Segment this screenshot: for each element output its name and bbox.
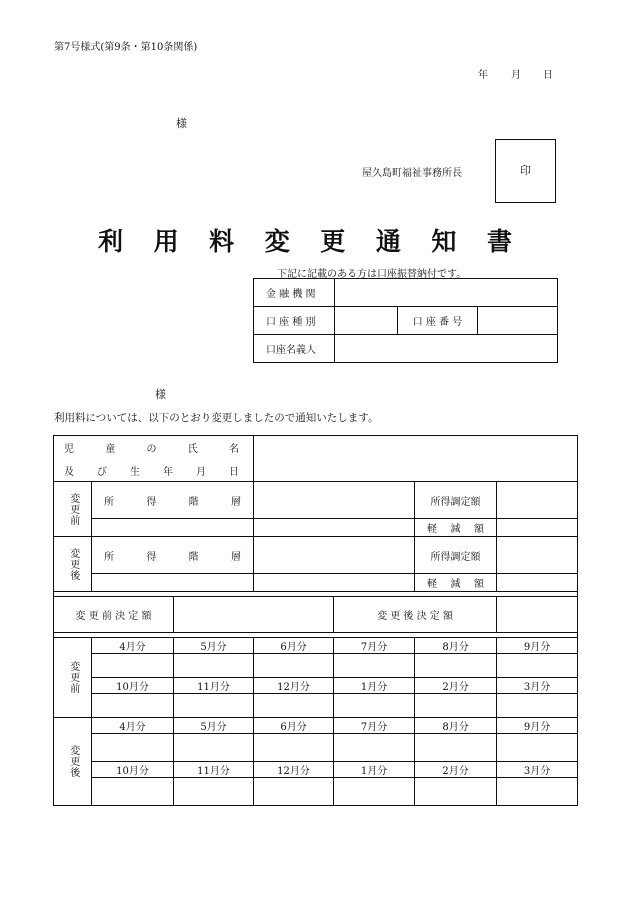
label-char: 軽: [427, 579, 438, 590]
label-char: 階: [188, 496, 199, 508]
month-label: 10月分: [92, 762, 174, 778]
month-amount-field[interactable]: [497, 734, 578, 762]
month-label: 12月分: [254, 678, 334, 694]
month-label: 6月分: [254, 718, 334, 734]
title-char: 利: [98, 227, 124, 256]
reduction-label: [415, 574, 497, 592]
month-amount-field[interactable]: [92, 694, 174, 718]
label-char: 得: [146, 551, 157, 563]
label-char: び: [97, 466, 107, 478]
label-char: 及: [64, 466, 74, 478]
monthly-after-label: [54, 718, 92, 806]
month-amount-field[interactable]: [92, 734, 174, 762]
seal-label: 印: [520, 164, 531, 177]
income-bracket-extra-field[interactable]: [254, 574, 415, 592]
bank-table: [253, 278, 558, 363]
month-amount-field[interactable]: [92, 778, 174, 806]
date-month-label: 月: [511, 70, 521, 81]
month-label: 4月分: [92, 718, 174, 734]
date-day-label: 日: [543, 70, 553, 81]
income-bracket-field-2[interactable]: [92, 519, 254, 537]
income-bracket-field[interactable]: [254, 537, 415, 574]
month-label: 6月分: [254, 638, 334, 654]
document-title: [98, 222, 512, 262]
institution-field[interactable]: [335, 279, 558, 307]
income-bracket-field-2[interactable]: [92, 574, 254, 592]
month-label: 9月分: [497, 638, 578, 654]
child-name-label: [54, 436, 254, 482]
account-number-field[interactable]: [478, 307, 558, 335]
account-type-label: 口 座 種 別: [254, 307, 335, 335]
label-char: 層: [230, 551, 241, 563]
label-char: 減: [450, 524, 461, 535]
account-number-label: 口 座 番 号: [398, 307, 478, 335]
monthly-before-label: [54, 638, 92, 718]
change-table: [53, 435, 578, 806]
reduction-label: [415, 519, 497, 537]
account-holder-label: 口座名義人: [254, 335, 335, 363]
determined-amount-field[interactable]: [497, 537, 578, 574]
month-label: 10月分: [92, 678, 174, 694]
month-label: 7月分: [334, 718, 415, 734]
bank-transfer-note: 下記に記載のある方は口座振替納付です。: [277, 269, 467, 280]
month-label: 1月分: [334, 678, 415, 694]
month-label: 2月分: [415, 678, 497, 694]
month-label: 12月分: [254, 762, 334, 778]
month-amount-field[interactable]: [334, 654, 415, 678]
month-label: 2月分: [415, 762, 497, 778]
account-type-field[interactable]: [335, 307, 398, 335]
month-amount-field[interactable]: [174, 694, 254, 718]
label-char: 層: [230, 496, 241, 508]
month-label: 1月分: [334, 762, 415, 778]
month-amount-field[interactable]: [334, 778, 415, 806]
vertical-label: 変更前: [67, 492, 79, 526]
month-amount-field[interactable]: [254, 694, 334, 718]
recipient-honorific: 様: [176, 117, 187, 130]
title-char: 料: [209, 227, 235, 256]
month-amount-field[interactable]: [254, 778, 334, 806]
label-char: 年: [163, 466, 173, 478]
vertical-label: 変更後: [67, 547, 79, 581]
title-char: 書: [486, 227, 512, 256]
month-amount-field[interactable]: [254, 734, 334, 762]
label-char: 名: [229, 443, 239, 455]
month-label: 11月分: [174, 678, 254, 694]
month-amount-field[interactable]: [415, 778, 497, 806]
label-char: 減: [450, 579, 461, 590]
vertical-label: 変更前: [67, 661, 79, 694]
month-label: 5月分: [174, 718, 254, 734]
month-label: 8月分: [415, 638, 497, 654]
title-char: 知: [431, 227, 457, 256]
month-label: 5月分: [174, 638, 254, 654]
income-bracket-field[interactable]: [254, 482, 415, 519]
month-amount-field[interactable]: [334, 694, 415, 718]
label-char: の: [146, 443, 157, 455]
label-char: 得: [146, 496, 157, 508]
label-char: 日: [229, 466, 239, 478]
month-label: 3月分: [497, 678, 578, 694]
label-char: 階: [188, 551, 199, 563]
title-char: 更: [320, 227, 346, 256]
institution-label: 金 融 機 関: [254, 279, 335, 307]
month-amount-field[interactable]: [497, 778, 578, 806]
month-amount-field[interactable]: [415, 734, 497, 762]
month-label: 4月分: [92, 638, 174, 654]
determined-amount-label: 所得調定額: [415, 537, 497, 574]
decision-after-field[interactable]: [497, 597, 578, 633]
month-amount-field[interactable]: [254, 654, 334, 678]
month-label: 9月分: [497, 718, 578, 734]
decision-before-label: 変 更 前 決 定 額: [54, 597, 174, 633]
income-bracket-label: [92, 537, 254, 574]
month-label: 3月分: [497, 762, 578, 778]
notice-honorific: 様: [155, 388, 166, 401]
income-bracket-extra-field[interactable]: [254, 519, 415, 537]
income-before-label: [54, 482, 92, 537]
label-char: 児: [64, 443, 74, 455]
notice-intro: 利用料については、以下のとおり変更しましたので通知いたします。: [54, 412, 379, 424]
month-amount-field[interactable]: [415, 654, 497, 678]
decision-before-field[interactable]: [174, 597, 334, 633]
label-char: 童: [105, 443, 116, 455]
date-year-label: 年: [478, 70, 488, 81]
month-amount-field[interactable]: [415, 694, 497, 718]
income-bracket-label: [92, 482, 254, 519]
reduction-field[interactable]: [497, 519, 578, 537]
month-amount-field[interactable]: [174, 654, 254, 678]
label-char: 生: [130, 466, 140, 478]
label-char: 額: [474, 579, 485, 590]
label-char: 月: [196, 466, 206, 478]
title-char: 用: [153, 227, 179, 256]
month-amount-field[interactable]: [174, 734, 254, 762]
income-after-label: [54, 537, 92, 592]
month-label: 7月分: [334, 638, 415, 654]
label-char: 氏: [187, 443, 198, 455]
label-char: 所: [104, 496, 114, 508]
determined-amount-label: 所得調定額: [415, 482, 497, 519]
month-amount-field[interactable]: [174, 778, 254, 806]
determined-amount-field[interactable]: [497, 482, 578, 519]
title-char: 変: [264, 227, 290, 256]
decision-after-label: 変 更 後 決 定 額: [334, 597, 497, 633]
account-holder-field[interactable]: [335, 335, 558, 363]
month-amount-field[interactable]: [497, 654, 578, 678]
month-label: 11月分: [174, 762, 254, 778]
label-char: 所: [104, 551, 114, 563]
seal-box: [495, 139, 556, 203]
child-name-field[interactable]: [254, 436, 578, 482]
month-label: 8月分: [415, 718, 497, 734]
month-amount-field[interactable]: [497, 694, 578, 718]
vertical-label: 変更後: [67, 745, 79, 778]
month-amount-field[interactable]: [92, 654, 174, 678]
title-char: 通: [375, 227, 401, 256]
month-amount-field[interactable]: [334, 734, 415, 762]
label-char: 軽: [427, 524, 438, 535]
form-number: 第7号様式(第9条・第10条関係): [54, 42, 198, 53]
label-char: 額: [474, 524, 485, 535]
reduction-field[interactable]: [497, 574, 578, 592]
sender-title: 屋久島町福祉事務所長: [362, 168, 462, 179]
